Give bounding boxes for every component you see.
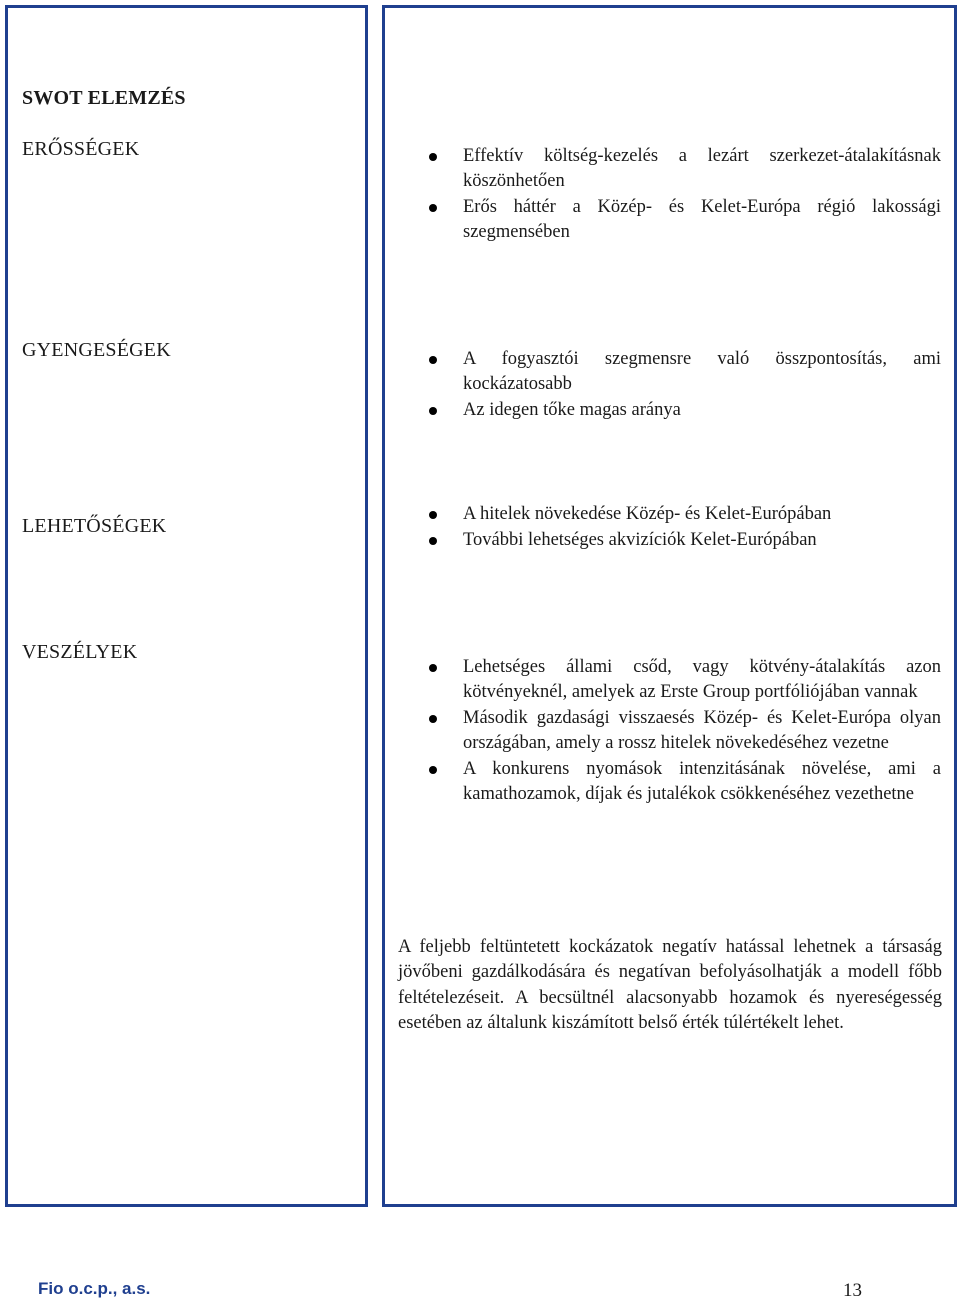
list-item [463,398,941,423]
threat-text: Lehetséges állami csőd, vagy kötvény-átalakítás azon kötvényeknél, amelyek az Erste Group portfóliójában vannak [463,657,941,702]
bullet-icon [429,356,437,364]
bullet-icon [429,537,437,545]
strengths-heading: ERŐSSÉGEK [22,138,140,160]
footer-company-name: Fio o.c.p., a.s. [38,1279,151,1298]
threat-text: A konkurens nyomások intenzitásának növelése, ami a kamathozamok, díjak és jutalékok csökkenéséhez vezethetne [463,759,941,804]
list-item [463,195,941,245]
bullet-icon [429,715,437,723]
opportunity-text: További lehetséges akvizíciók Kelet-Európában [463,530,817,550]
weaknesses-heading: GYENGESÉGEK [22,339,171,361]
page-number: 13 [843,1280,862,1301]
strength-text: Effektív költség-kezelés a lezárt szerkezet-átalakításnak köszönhetően [463,146,941,191]
list-item [463,757,941,807]
list-item [463,655,941,705]
threat-text: Második gazdasági visszaesés Közép- és Kelet-Európa olyan országában, amely a rossz hitelek növekedéséhez vezetne [463,708,941,753]
bullet-icon [429,153,437,161]
opportunities-list [463,502,941,554]
bullet-icon [429,664,437,672]
list-item [463,502,941,527]
conclusion-paragraph: A feljebb feltüntetett kockázatok negatív hatással lehetnek a társaság jövőbeni gazdálkodására és negatívan befolyásolhatják a modell főbb feltételezéseit. A becsültnél alacsonyabb hozamok és nyereségesség esetében az általunk kiszámított belső érték túlértékelt lehet. [398,937,942,1033]
weakness-text: Az idegen tőke magas aránya [463,400,681,420]
opportunities-heading: LEHETŐSÉGEK [22,515,167,537]
threats-list [463,655,941,808]
opportunity-text: A hitelek növekedése Közép- és Kelet-Európában [463,504,832,524]
list-item [463,347,941,397]
strength-text: Erős háttér a Közép- és Kelet-Európa régió lakossági szegmensében [463,197,941,242]
list-item [463,528,941,553]
document-title: SWOT ELEMZÉS [22,87,186,109]
strengths-list [463,144,941,246]
bullet-icon [429,407,437,415]
list-item [463,706,941,756]
bullet-icon [429,511,437,519]
bullet-icon [429,766,437,774]
bullet-icon [429,204,437,212]
weaknesses-list [463,347,941,424]
list-item [463,144,941,194]
left-column-frame [5,5,368,1207]
threats-heading: VESZÉLYEK [22,641,138,663]
weakness-text: A fogyasztói szegmensre való összpontosítás, ami kockázatosabb [463,349,941,394]
